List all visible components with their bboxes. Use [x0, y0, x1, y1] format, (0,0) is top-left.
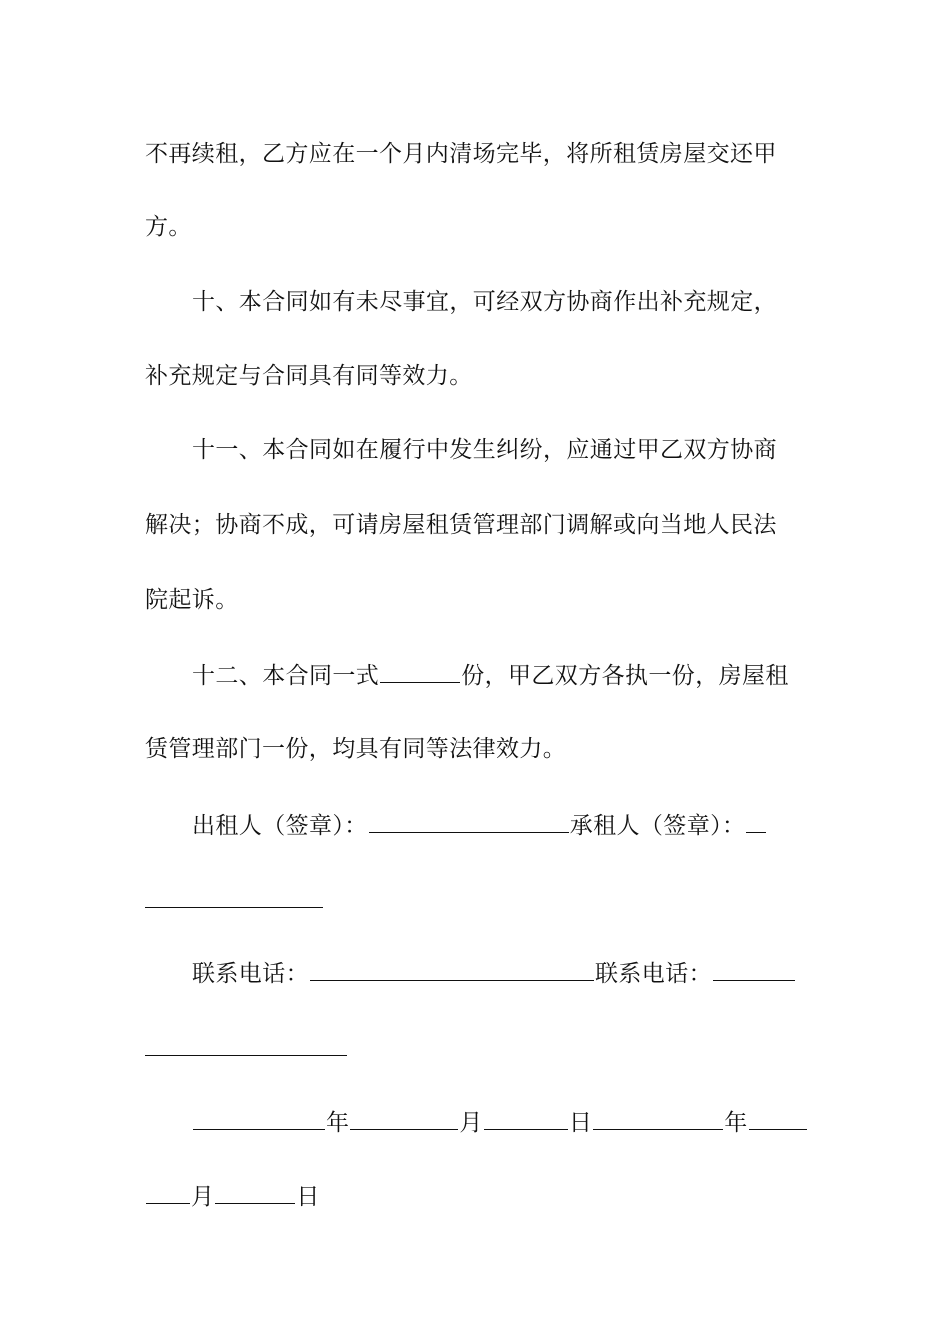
lessor-phone-blank[interactable] [310, 958, 594, 981]
lessee-day-label: 日 [296, 1184, 320, 1210]
lessee-signature-blank-continued[interactable] [145, 907, 323, 908]
clause-9-continued-line-2: 方。 [145, 214, 192, 240]
clause-11-line-1: 十一、本合同如在履行中发生纠纷，应通过甲乙双方协商 [192, 437, 777, 463]
clause-12-text-b: 份，甲乙双方各执一份，房屋租 [461, 663, 789, 689]
lessee-signature-blank-start[interactable] [746, 810, 766, 833]
lessee-day-blank[interactable] [215, 1181, 295, 1204]
lessee-year-blank[interactable] [593, 1107, 723, 1130]
lessee-phone-blank-start[interactable] [713, 958, 795, 981]
clause-12-line-1 [192, 660, 789, 691]
date-line-continued [145, 1181, 320, 1212]
clause-11-line-2: 解决；协商不成，可请房屋租赁管理部门调解或向当地人民法 [145, 512, 777, 538]
lessor-month-blank[interactable] [350, 1107, 458, 1130]
phone-line [192, 958, 796, 989]
lessee-month-label: 月 [191, 1184, 215, 1210]
clause-10-line-1: 十、本合同如有未尽事宜，可经双方协商作出补充规定， [192, 289, 777, 315]
lessor-day-label: 日 [568, 1110, 593, 1136]
clause-10-line-2: 补充规定与合同具有同等效力。 [145, 363, 473, 389]
lessor-year-blank[interactable] [193, 1107, 325, 1130]
lessor-phone-label: 联系电话： [192, 961, 309, 987]
clause-12-text-a: 十二、本合同一式 [192, 663, 380, 689]
lessee-month-blank-continued[interactable] [146, 1181, 190, 1204]
clause-11-line-3: 院起诉。 [145, 587, 239, 613]
lessor-signature-label: 出租人（签章）： [192, 813, 368, 839]
lessee-month-blank-start[interactable] [749, 1107, 807, 1130]
lessee-year-label: 年 [724, 1110, 748, 1136]
copies-blank[interactable] [380, 660, 460, 683]
lessee-phone-blank-continued[interactable] [145, 1055, 347, 1056]
lessee-phone-label: 联系电话： [595, 961, 712, 987]
lessor-signature-blank[interactable] [369, 810, 569, 833]
clause-9-continued-line-1: 不再续租，乙方应在一个月内清场完毕，将所租赁房屋交还甲 [145, 141, 777, 167]
lessor-month-label: 月 [459, 1110, 483, 1136]
lessor-year-label: 年 [326, 1110, 350, 1136]
lessee-signature-label: 承租人（签章）： [569, 813, 746, 839]
lessor-day-blank[interactable] [484, 1107, 568, 1130]
date-line [192, 1107, 808, 1138]
signature-line [192, 810, 767, 841]
clause-12-line-2: 赁管理部门一份，均具有同等法律效力。 [145, 736, 567, 762]
